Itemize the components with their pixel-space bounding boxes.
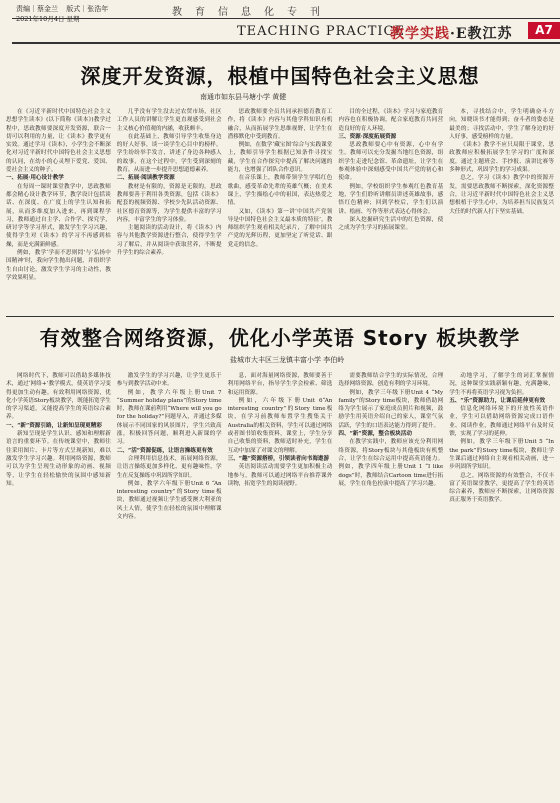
body-paragraph: 在此基础上，教师引导学生收集身边的好人好事，谈一谈学生心目中的榜样。学生纷纷举手发言，讲述了身边各种感人的故事，在这个过程中，学生受到深刻的教育，从而进一步提升思想道德素养。: [116, 133, 222, 174]
section-subheading: 二、“活”资源促练，让语言操练更有效: [116, 447, 213, 454]
body-paragraph: 几乎没有学生没去过农贸市场，社区工作人员的讲解让学生更直观感受到社会主义核心价值观的内涵，收获颇丰。: [116, 109, 222, 132]
article-separator: [6, 316, 554, 317]
article1-headline: 深度开发资源，根植中国特色社会主义思想: [80, 64, 480, 88]
body-paragraph: 主题阅读的活动设计，将《读本》内容与其他教学资源进行整合，使得学生学习了解后，并从阅读中获取营养，不断提升学生的综合素养。: [116, 225, 222, 257]
body-paragraph: 在音乐课上，教师带领学生学唱红色歌曲，感受革命先辈的英雄气概；在美术课上，学生描绘心中的祖国，表达热爱之情。: [227, 175, 333, 207]
editor-label: 责编｜蔡金兰: [16, 5, 58, 13]
editor-credits: [16, 4, 114, 14]
section-subheading: 一、拓展·用心设计教学: [6, 175, 64, 182]
body-paragraph: 在每周一课时课堂教学中，思政教师都会精心设计教学环节，教学设计包括谈话、在深度、在广度上的学生认知和拓展，从而多维度加入进来，再到课程学习，教师通过自主学、合作学、探究学，研讨学等学习形式，激发学生学习兴趣，使得学生对《读本》的学习不再感到枯燥，而是充满新鲜感。: [6, 183, 111, 248]
article2-column: [449, 372, 554, 798]
section-subheading: 二、拓展·阅读教学资源: [116, 175, 175, 182]
section-banner: 教育信息化专刊: [172, 7, 333, 18]
body-paragraph: 信息化网络环境下的开放性英语作业，学生可以借助网络资源完成口语作业、阅读作业，教师通过网络平台及时反馈，实现了学习的延伸。: [449, 406, 554, 438]
body-paragraph: 总之，网络资源的有效整合，不仅丰富了英语课堂教学，更提高了学生的英语综合素养，教师应不断探索，让网络资源真正服务于英语教学。: [449, 472, 554, 504]
body-paragraph: 息，面对海量网络资源，教师要善于利用网络平台，指导学生学会检索、筛选和运用资源。: [227, 373, 333, 396]
body-paragraph: 在教学实践中，教师应该充分利用网络资源，将Story板块与其他板块有机整合，让学生在综合运用中提高英语能力。例如，教学四年级上册Unit 1 “I like dogs”时，教师结合Cartoon time进行拓展，学生在角色扮演中提高了学习兴趣。: [338, 439, 444, 487]
masthead-top: [12, 2, 560, 23]
page-number-badge: A7: [528, 22, 560, 39]
design-label: 版式｜张浩年: [66, 5, 109, 13]
body-paragraph: 在《习近平新时代中国特色社会主义思想学生读本》(以下简称《读本》)教学过程中，思政教师要深度开发资源，联合一切可以利用的力量，让《读本》教学更有实效。通过学习《读本》，小学生会不断深化对习近平新时代中国特色社会主义思想的认同，在幼小的心灵埋下爱党、爱国、爱社会主义的种子。: [6, 109, 111, 174]
article1-column: [449, 108, 554, 312]
masthead-title-row: [12, 22, 560, 42]
body-paragraph: 例如，教学三年级下册Unit 4 “My family”的Story time板块，教师借助网络为学生展示了家庭成员照片和视频，鼓励学生用英语介绍自己的家人，课堂气氛活跃，学生的口语表达能力得到了提升。: [338, 389, 444, 429]
english-title: TEACHING PRACTICE: [237, 24, 405, 39]
body-paragraph: 例如，在数学‘藏宝图’综合与实践课堂上，教师引导学生根据已知条件寻找宝藏，学生在合作探究中提高了解决问题的能力，也增强了团队合作意识。: [227, 142, 333, 174]
body-paragraph: 需要教师结合学生的实际情况，合理选择网络资源，创造有利的学习环境。: [338, 373, 444, 388]
article2-column: [338, 372, 443, 798]
body-paragraph: 教材是有限的，资源是无限的。思政教师要善于利用各类资源，包括《读本》配套的视频资源、学校少先队活动资源、社区德育资源等，为学生提供丰富的学习内容，丰富学生的学习体验。: [116, 183, 222, 223]
body-paragraph: 又如，《读本》第一讲‘中国共产党领导是中国特色社会主义最本质的特征’，教师组织学生观看相关纪录片，了解中国共产党的光辉历程，更加坚定了听党话、跟党走的信念。: [227, 208, 333, 248]
body-paragraph: 新知呈现是学生认识、感知和理解新语言的重要环节。在传统课堂中，教师往往采用图片、卡片等方式呈现新知，难以激发学生学习兴趣。利用网络资源，教师可以为学生呈现生动形象的动画、视频等，让学生在轻松愉快的氛围中感知新知。: [6, 431, 111, 487]
section-subheading: 三、资源·深度拓展资源: [338, 133, 397, 140]
body-paragraph: 激发学生的学习兴趣，让学生更乐于参与到教学活动中来。: [116, 373, 222, 388]
issue-date: 2021年10月4日 星期一: [16, 15, 87, 23]
section-subheading: 四、“新”资源，整合板块活动: [338, 431, 412, 438]
body-paragraph: 例如，教学三年级下册Unit 5 “In the park”的Story time板块，教师让学生课后通过网络自主观看相关动画，进一步巩固所学知识。: [449, 439, 554, 471]
body-paragraph: 思政教师要全员共同承担德育教育工作，将《读本》内容与其他学科知识有机融合，从而拓展学生思维视野，让学生在潜移默化中受到教育。: [227, 109, 333, 140]
section-subheading: 一、“新”资源引路，让新知呈现更精彩: [6, 422, 102, 429]
section-subheading: 五、“乐”资源助力，让课后延伸更有效: [449, 397, 546, 404]
body-paragraph: 思政教师要心中有资源，心中有学生。教师可以充分发掘当地红色资源，组织学生走进纪念馆、革命遗址，让学生在参观体验中深刻感受中国共产党的初心和使命。: [338, 142, 444, 182]
chinese-title-prefix: 教学实践: [390, 26, 450, 42]
article2-body: [6, 372, 554, 798]
article1-column: [117, 108, 222, 312]
body-paragraph: 网络时代下，教师可以借助多媒体技术，通过‘网络+’教学模式，使英语学习变得更加生动有趣。有效利用网络资源，优化小学英语Story板块教学，既能拓宽学生的学习渠道，又能提高学生的英语综合素养。: [6, 373, 111, 421]
body-paragraph: 本，寻找结合中，学生明确奋斗方向，知晓读书才能得到；奋斗者的姿态是最美的；寻找活动中，学生了解身边的好人好事，感受榜样的力量。: [449, 109, 554, 140]
body-paragraph: 例如，教学六年级上册Unit 7 “Summer holiday plans”的Story time时，教师在课前利用“Where will you go for the holiday?”问题导入，并通过多媒体展示不同国家的风景图片，学生兴致高涨，积极回答问题，顺利进入新课的学习。: [116, 389, 222, 446]
body-paragraph: 例如，学校组织学生参观红色教育基地，学生们聆听讲解员讲述英雄故事，感悟红色精神；回到学校后，学生们以演讲、绘画、写作等形式表达心得体会。: [338, 183, 444, 215]
section-subheading: 三、“趣”资源搭桥，引领读者向书海遨游: [227, 455, 330, 462]
body-paragraph: 合理利用信息技术，拓展网络资源，让语言操练更加多样化、更有趣味性，学生在反复操练中巩固所学知识。: [116, 455, 222, 479]
body-paragraph: 《读本》教学不应只局限于课堂，思政教师应积极拓展学生学习的广度和深度，通过主题班会、手抄报、演讲比赛等多种形式，巩固学生的学习成果。: [449, 142, 554, 174]
body-paragraph: 深入挖掘研究生活中的红色资源，使之成为学生学习的拓展课堂。: [338, 216, 444, 232]
body-paragraph: 动地学习，了解学生的词汇掌握情况，这种课堂实践新颖有趣，充满趣味，学生不再将英语学习视为负担。: [449, 373, 554, 396]
chinese-title-suffix: 教江苏: [467, 26, 513, 42]
body-paragraph: 目的全过程，《读本》学习与家庭教育内容也在积极协调，配合家庭教育共同营造良好的育人环境。: [338, 109, 444, 132]
chinese-title: [390, 23, 513, 43]
article2-column: [117, 372, 222, 798]
body-paragraph: 总之，学习《读本》教学中的资源开发，需要思政教师不断探索，深化资源整合，让习近平新时代中国特色社会主义思想根植于学生心中，为培养担当民族复兴大任的时代新人打下坚实基础。: [449, 175, 554, 215]
body-paragraph: 例如，教学六年级下册Unit 6 “An interesting country”的Story time板块，教师通过视频让学生感受澳大利亚的风土人情，使学生在轻松的氛围中理解课文内容。: [116, 480, 222, 521]
article1-column: [338, 108, 443, 312]
body-paragraph: 例如，教学‘学而不思则罔’与‘弘扬中国精神’时，我向学生抛出问题，并组织学生自由讨论，激发学生学习的主动性，教学效果明显。: [6, 250, 111, 281]
article1-column: [228, 108, 333, 312]
article1-column: [6, 108, 111, 312]
masthead-rule: [12, 18, 560, 19]
masthead-bottom-rule: [12, 42, 560, 44]
chinese-title-dot: ·E: [450, 26, 468, 42]
article2-headline: 有效整合网络资源，优化小学英语 Story 板块教学: [39, 326, 521, 350]
body-paragraph: 英语阅读活动需要学生更加积极主动地参与，教师可以通过网络平台推荐课外读物，拓宽学生的阅读视野。: [227, 464, 333, 487]
masthead: [6, 0, 554, 42]
article2-byline: 盐城市大丰区三龙镇丰富小学 李伯岭: [230, 356, 345, 364]
article1-byline: 南通市如东县马塘小学 黄健: [200, 93, 287, 101]
body-paragraph: 例如，六年级下册Unit 6“An interesting country”的Story time板块，在学习前教师布置学生搜集关于Australia的相关资料，学生可以通过网络或者图书馆收集资料，课堂上，学生分享自己收集的资料，教师适时补充，学生在互动中加深了对课文的理解。: [227, 397, 333, 454]
article2-column: [6, 372, 111, 798]
article1-body: [6, 108, 554, 312]
article2-column: [228, 372, 333, 798]
